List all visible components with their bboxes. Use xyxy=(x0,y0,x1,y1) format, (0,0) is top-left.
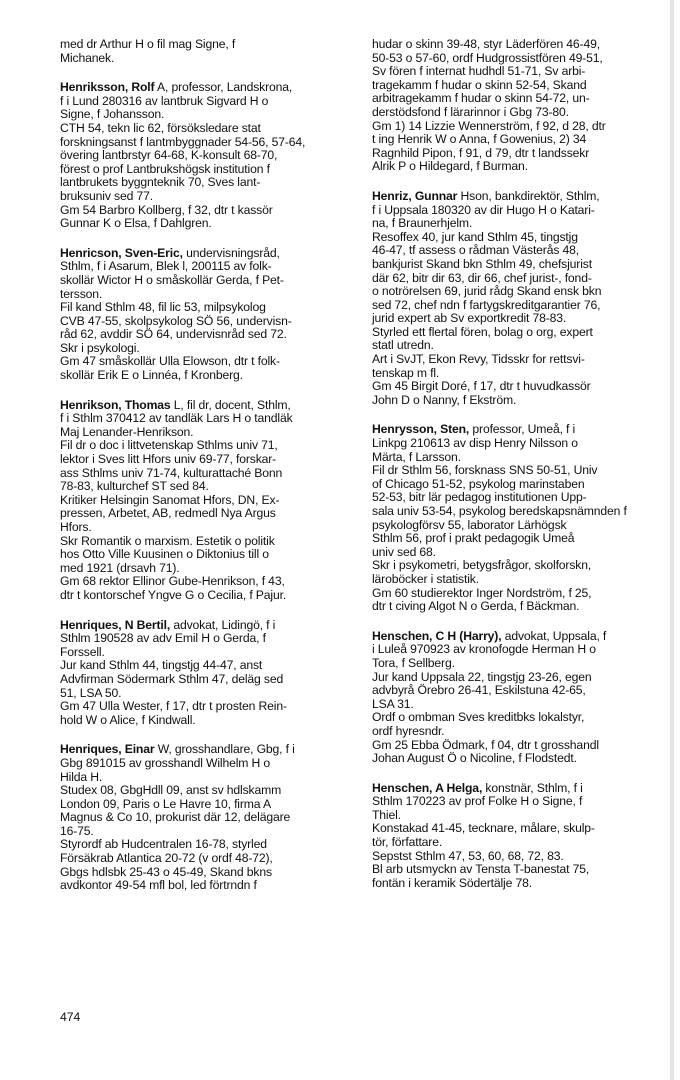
biography-entry xyxy=(372,782,670,891)
entry-line: Skr Romantik o marxism. Estetik o politik xyxy=(60,533,275,548)
entry-line: Ragnhild Pipon, f 91, d 79, dtr t landssekr xyxy=(372,145,590,160)
entry-line: Maj Lenander-Henrikson. xyxy=(60,424,194,439)
entry-line: lektor i Sves litt Hfors univ 69-77, forskar- xyxy=(60,452,277,467)
entry-line: Jur kand Sthlm 44, tingstjg 44-47, anst xyxy=(60,658,263,673)
entry-text: A, professor, Landskrona, xyxy=(154,80,293,95)
entry-line: skollär Erik E o Linnéa, f Kronberg. xyxy=(60,368,243,383)
entry-line: Sv fören f internat hudhdl 51-71, Sv arbi- xyxy=(372,64,586,79)
entry-line: Fil dr o doc i littvetenskap Sthlms univ 71, xyxy=(60,438,278,453)
entry-line: hudar o skinn 39-48, styr Läderfören 46-49, xyxy=(372,37,600,51)
entry-line: f i Uppsala 180320 av dir Hugo H o Katari- xyxy=(372,202,595,217)
entry-line: Alrik P o Hildegard, f Burman. xyxy=(372,159,528,174)
biography-entry xyxy=(372,630,670,766)
entry-line: förest o prof Lantbrukshögsk institution f xyxy=(60,161,270,176)
entry-line: Studex 08, GbgHdll 09, anst sv hdlskamm xyxy=(60,783,282,798)
entry-text: advokat, Lidingö, f i xyxy=(170,617,276,632)
entry-line: Gm 47 Ulla Wester, f 17, dtr t prosten Rein- xyxy=(60,699,287,714)
entry-line: 51, LSA 50. xyxy=(60,685,122,700)
entry-line: Kritiker Helsingin Sanomat Hfors, DN, Ex- xyxy=(60,492,280,507)
entry-line: f i Lund 280316 av lantbruk Sigvard H o xyxy=(60,93,269,108)
entry-name: Henrikson, Thomas xyxy=(60,397,171,412)
entry-line: Gm 54 Barbro Kollberg, f 32, dtr t kassör xyxy=(60,202,273,217)
entry-line: bankjurist Skand bkn Sthlm 49, chefsjurist xyxy=(372,256,592,271)
entry-name: Henriques, Einar xyxy=(60,742,155,757)
biography-entry xyxy=(60,247,360,383)
entry-line: tenskap m fl. xyxy=(372,365,440,380)
entry-line: Thiel. xyxy=(372,807,401,822)
entry-line: i Luleå 970923 av kronofogde Herman H o xyxy=(372,642,596,657)
entry-line: 16-75. xyxy=(60,823,94,838)
entry-line: råd 62, avddir SÖ 64, undervisnråd sed 72. xyxy=(60,327,287,342)
entry-line: 50-53 o 57-60, ordf Hudgrossistfören 49-51, xyxy=(372,50,603,65)
entry-line: Styrordf ab Hudcentralen 16-78, styrled xyxy=(60,837,267,852)
entry-line: arbitragekamm f hudar o skinn 54-72, un- xyxy=(372,91,590,106)
entry-name: Henriksson, Rolf xyxy=(60,80,155,95)
left-column xyxy=(60,38,360,909)
entry-line: Gm 60 studierektor Inger Nordström, f 25, xyxy=(372,585,592,600)
entry-text: W, grosshandlare, Gbg, f i xyxy=(154,742,295,757)
entry-line: Gm 45 Birgit Doré, f 17, dtr t huvudkassör xyxy=(372,379,591,394)
entry-text: professor, Umeå, f i xyxy=(469,422,576,437)
right-column xyxy=(372,38,670,906)
entry-line: ordf hyresndr. xyxy=(372,723,445,738)
entry-line: 52-53, bitr lär pedagog institutionen Upp- xyxy=(372,490,587,505)
entry-line: Bl arb utsmyckn av Tensta T-banestat 75, xyxy=(372,862,590,877)
entry-line: of Chicago 51-52, psykolog marinstaben xyxy=(372,476,585,491)
entry-line: Gm 1) 14 Lizzie Wennerström, f 92, d 28, dtr xyxy=(372,118,606,133)
entry-line: Magnus & Co 10, prokurist där 12, delägare xyxy=(60,810,291,825)
entry-line: Hilda H. xyxy=(60,769,103,784)
entry-text: konstnär, Sthlm, f i xyxy=(482,780,583,795)
entry-line: sed 72, chef ndn f fartygskreditgarantier 76, xyxy=(372,297,601,312)
entry-line: Gm 47 småskollär Ulla Elowson, dtr t folk- xyxy=(60,354,280,369)
entry-line: hos Otto Ville Kuusinen o Diktonius till o xyxy=(60,547,269,562)
entry-line: Jur kand Uppsala 22, tingstjg 23-26, egen xyxy=(372,669,592,684)
entry-line: Gbgs hdlsbk 25-43 o 45-49, Skand bkns xyxy=(60,864,272,879)
entry-line: Konstakad 41-45, tecknare, målare, skulp- xyxy=(372,821,595,836)
entry-line: derstödsfond f lärarinnor i Gbg 73-80. xyxy=(372,104,569,119)
entry-line: Sepstst Sthlm 47, 53, 60, 68, 72, 83. xyxy=(372,848,564,863)
entry-line: dtr t civing Algot N o Gerda, f Bäckman. xyxy=(372,599,580,614)
entry-line: Art i SvJT, Ekon Revy, Tidsskr for rettsvi- xyxy=(372,352,585,367)
entry-name: Henschen, A Helga, xyxy=(372,780,483,795)
biography-entry xyxy=(60,38,360,65)
entry-line: Märta, f Larsson. xyxy=(372,449,461,464)
entry-line: Gunnar K o Elsa, f Dahlgren. xyxy=(60,216,212,231)
entry-line: Gbg 891015 av grosshandl Wilhelm H o xyxy=(60,755,271,770)
entry-line: läroböcker i statistik. xyxy=(372,571,479,586)
entry-line: 46-47, tf assess o rådman Västerås 48, xyxy=(372,243,580,258)
entry-line: f i Sthlm 370412 av tandläk Lars H o tandläk xyxy=(60,411,293,426)
entry-line: tör, författare. xyxy=(372,835,443,850)
entry-line: med 1921 (drsavh 71). xyxy=(60,560,180,575)
entry-name: Henriques, N Bertil, xyxy=(60,617,171,632)
entry-line: ass Sthlms univ 71-74, kulturattaché Bonn xyxy=(60,465,283,480)
entry-line: Tora, f Sellberg. xyxy=(372,655,455,670)
entry-text: advokat, Uppsala, f xyxy=(501,628,607,643)
entry-line: Sthlm 190528 av adv Emil H o Gerda, f xyxy=(60,631,266,646)
entry-line: Sthlm, f i Asarum, Blek l, 200115 av folk- xyxy=(60,259,272,274)
entry-line: skollär Wictor H o småskollär Gerda, f Pet- xyxy=(60,272,284,287)
entry-line: London 09, Paris o Le Havre 10, firma A xyxy=(60,796,271,811)
biography-entry xyxy=(60,81,360,231)
entry-line: Forssell. xyxy=(60,644,105,659)
entry-line: Advfirman Södermark Sthlm 47, deläg sed xyxy=(60,671,284,686)
entry-line: Michanek. xyxy=(60,50,115,65)
entry-line: forskningsanst f lantmbyggnader 54-56, 57-64, xyxy=(60,134,306,149)
entry-line: o notrörelsen 69, jurid rådg Skand ensk bkn xyxy=(372,284,602,299)
entry-line: CTH 54, tekn lic 62, försöksledare stat xyxy=(60,120,261,135)
entry-line: Resoffex 40, jur kand Sthlm 45, tingstjg xyxy=(372,229,578,244)
biography-entry xyxy=(60,399,360,603)
entry-line: där 62, bitr dir 63, dir 66, chef jurist-, fond- xyxy=(372,270,592,285)
entry-line: dtr t kontorschef Yngve G o Cecilia, f Pajur. xyxy=(60,587,287,602)
entry-text: L, fil dr, docent, Sthlm, xyxy=(170,397,291,412)
entry-line: t ing Henrik W o Anna, f Gowenius, 2) 34 xyxy=(372,132,587,147)
entry-line: psykologförsv 55, laborator Lärhögsk xyxy=(372,517,567,532)
biography-entry xyxy=(372,190,670,408)
entry-line: tersson. xyxy=(60,286,103,301)
entry-line: Fil kand Sthlm 48, fil lic 53, milpsykolog xyxy=(60,300,266,315)
entry-line: avdkontor 49-54 mfl bol, led förtrndn f xyxy=(60,878,257,893)
entry-line: Fil dr Sthlm 56, forsknass SNS 50-51, Univ xyxy=(372,463,598,478)
entry-line: Sthlm 170223 av prof Folke H o Signe, f xyxy=(372,794,583,809)
entry-text: Hson, bankdirektör, Sthlm, xyxy=(457,188,600,203)
entry-line: pressen, Arbetet, AB, redmedl Nya Argus xyxy=(60,506,276,521)
entry-line: Sthlm 56, prof i prakt pedagogik Umeå xyxy=(372,531,575,546)
entry-line: Linkpg 210613 av disp Henry Nilsson o xyxy=(372,436,578,451)
entry-line: Gm 25 Ebba Ödmark, f 04, dtr t grosshandl xyxy=(372,737,599,752)
entry-line: tragekamm f hudar o skinn 52-54, Skand xyxy=(372,77,587,92)
entry-line: sala univ 53-54, psykolog beredskapsnämnden f xyxy=(372,504,627,518)
biography-entry xyxy=(372,423,670,613)
entry-name: Henriz, Gunnar xyxy=(372,188,458,203)
entry-line: Signe, f Johansson. xyxy=(60,107,165,122)
entry-line: statl utredn. xyxy=(372,338,434,353)
entry-line: hold W o Alice, f Kindwall. xyxy=(60,712,196,727)
entry-name: Henricson, Sven-Eric, xyxy=(60,245,183,260)
biography-entry xyxy=(60,743,360,893)
entry-line: med dr Arthur H o fil mag Signe, f xyxy=(60,37,236,51)
entry-line: John D o Nanny, f Ekström. xyxy=(372,392,517,407)
entry-name: Henschen, C H (Harry), xyxy=(372,628,502,643)
entry-line: övering lantbrstyr 64-68, K-konsult 68-70, xyxy=(60,148,278,163)
page-number: 474 xyxy=(60,1010,81,1024)
entry-line: Skr i psykometri, betygsfrågor, skolforskn, xyxy=(372,558,592,573)
entry-line: Gm 68 rektor Ellinor Gube-Henrikson, f 43, xyxy=(60,574,285,589)
entry-line: fontän i keramik Södertälje 78. xyxy=(372,875,532,890)
entry-line: Skr i psykologi. xyxy=(60,340,140,355)
biography-entry xyxy=(60,619,360,728)
entry-line: Ordf o ombman Sves kreditbks lokalstyr, xyxy=(372,710,585,725)
page-edge-shadow xyxy=(670,0,674,1080)
entry-line: lantbrukets byggnteknik 70, Sves lant- xyxy=(60,175,261,190)
entry-line: bruksuniv sed 77. xyxy=(60,188,153,203)
entry-line: advbyrå Örebro 26-41, Eskilstuna 42-65, xyxy=(372,683,586,698)
entry-line: univ sed 68. xyxy=(372,544,436,559)
entry-line: CVB 47-55, skolpsykolog SÖ 56, undervisn- xyxy=(60,313,292,328)
entry-line: 78-83, kulturchef ST sed 84. xyxy=(60,479,209,494)
entry-line: Styrled ett flertal fören, bolag o org, expert xyxy=(372,324,593,339)
entry-line: LSA 31. xyxy=(372,696,414,711)
entry-line: na, f Braunerhjelm. xyxy=(372,216,473,231)
entry-name: Henrysson, Sten, xyxy=(372,422,470,437)
entry-line: jurid expert ab Sv exportkredit 78-83. xyxy=(372,311,567,326)
biography-entry xyxy=(372,38,670,174)
entry-line: Johan August Ö o Nicoline, f Flodstedt. xyxy=(372,751,577,766)
entry-line: Försäkrab Atlantica 20-72 (v ordf 48-72), xyxy=(60,851,273,866)
entry-line: Hfors. xyxy=(60,520,92,534)
entry-text: undervisningsråd, xyxy=(182,245,280,260)
